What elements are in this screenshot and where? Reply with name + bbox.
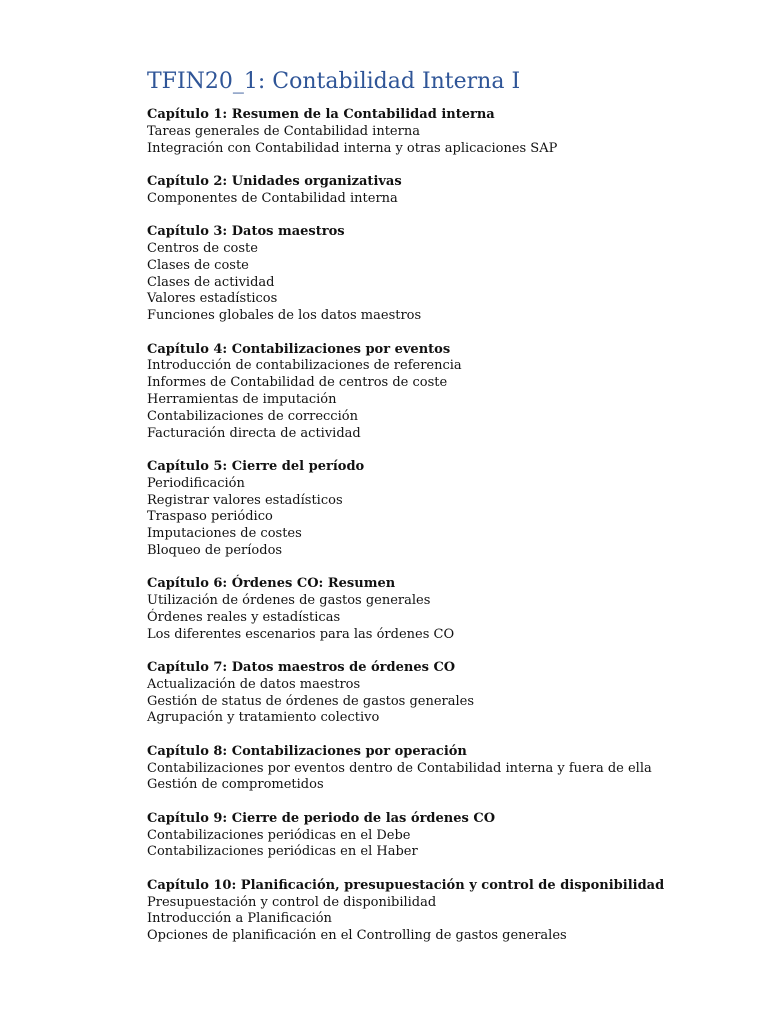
chapter-topic: Introducción de contabilizaciones de referencia: [147, 358, 462, 374]
chapter-heading: Capítulo 4: Contabilizaciones por eventos: [147, 341, 451, 357]
chapter-heading: Capítulo 5: Cierre del período: [147, 458, 365, 474]
chapter-topic: Componentes de Contabilidad interna: [147, 190, 398, 206]
chapter-8: [147, 744, 747, 794]
chapter-topic: Opciones de planificación en el Controlling de gastos generales: [147, 928, 567, 944]
chapter-topic: Contabilizaciones por eventos dentro de Contabilidad interna y fuera de ella: [147, 760, 652, 776]
chapter-heading: Capítulo 6: Órdenes CO: Resumen: [147, 576, 396, 592]
chapter-topic: Valores estadísticos: [147, 291, 278, 307]
chapter-heading: Capítulo 1: Resumen de la Contabilidad interna: [147, 107, 495, 122]
chapter-topic: Traspaso periódico: [147, 509, 273, 525]
chapter-topic: Órdenes reales y estadísticas: [147, 609, 341, 625]
chapter-topic: Utilización de órdenes de gastos generales: [147, 593, 431, 609]
chapter-heading: Capítulo 7: Datos maestros de órdenes CO: [147, 660, 456, 676]
chapter-9: [147, 811, 747, 861]
chapter-topic: Informes de Contabilidad de centros de coste: [147, 375, 448, 391]
chapter-topic: Los diferentes escenarios para las órdenes CO: [147, 626, 455, 642]
chapter-topic: Introducción a Planificación: [147, 911, 332, 927]
chapter-topic: Periodificación: [147, 475, 245, 491]
chapter-topic: Contabilizaciones periódicas en el Debe: [147, 827, 411, 843]
chapter-heading: Capítulo 8: Contabilizaciones por operación: [147, 743, 467, 759]
chapter-heading: Capítulo 10: Planificación, presupuestación y control de disponibilidad: [147, 877, 665, 893]
chapter-topic: Bloqueo de períodos: [147, 542, 283, 558]
chapter-topic: Funciones globales de los datos maestros: [147, 308, 422, 324]
chapter-topic: Actualización de datos maestros: [147, 676, 361, 692]
chapter-10: [147, 878, 747, 945]
chapter-topic: Registrar valores estadísticos: [147, 492, 343, 508]
chapter-heading: Capítulo 2: Unidades organizativas: [147, 173, 402, 189]
chapter-topic: Imputaciones de costes: [147, 526, 302, 542]
document-title: TFIN20_1: Contabilidad Interna I: [147, 69, 521, 94]
chapter-heading: Capítulo 3: Datos maestros: [147, 224, 345, 240]
chapter-topic: Presupuestación y control de disponibilidad: [147, 894, 437, 910]
chapter-topic: Herramientas de imputación: [147, 391, 337, 407]
chapter-topic: Clases de actividad: [147, 274, 275, 290]
chapter-4: [147, 342, 747, 443]
chapter-topic: Gestión de comprometidos: [147, 777, 324, 793]
chapter-topic: Integración con Contabilidad interna y otras aplicaciones SAP: [147, 140, 558, 156]
chapter-topic: Facturación directa de actividad: [147, 425, 361, 441]
chapter-topic: Tareas generales de Contabilidad interna: [147, 123, 420, 139]
chapter-6: [147, 576, 747, 643]
chapter-topic: Contabilizaciones periódicas en el Haber: [147, 844, 418, 860]
chapter-topic: Centros de coste: [147, 240, 258, 256]
document-page: [147, 68, 747, 962]
chapter-2: [147, 174, 747, 208]
chapter-topic: Clases de coste: [147, 257, 249, 273]
chapter-heading: Capítulo 9: Cierre de periodo de las órdenes CO: [147, 810, 496, 826]
chapter-5: [147, 459, 747, 560]
chapter-topic: Agrupación y tratamiento colectivo: [147, 710, 380, 726]
chapter-3: [147, 224, 747, 325]
chapter-topic: Gestión de status de órdenes de gastos generales: [147, 693, 475, 709]
chapter-1: [147, 107, 747, 157]
chapter-topic: Contabilizaciones de corrección: [147, 408, 358, 424]
chapter-7: [147, 660, 747, 727]
